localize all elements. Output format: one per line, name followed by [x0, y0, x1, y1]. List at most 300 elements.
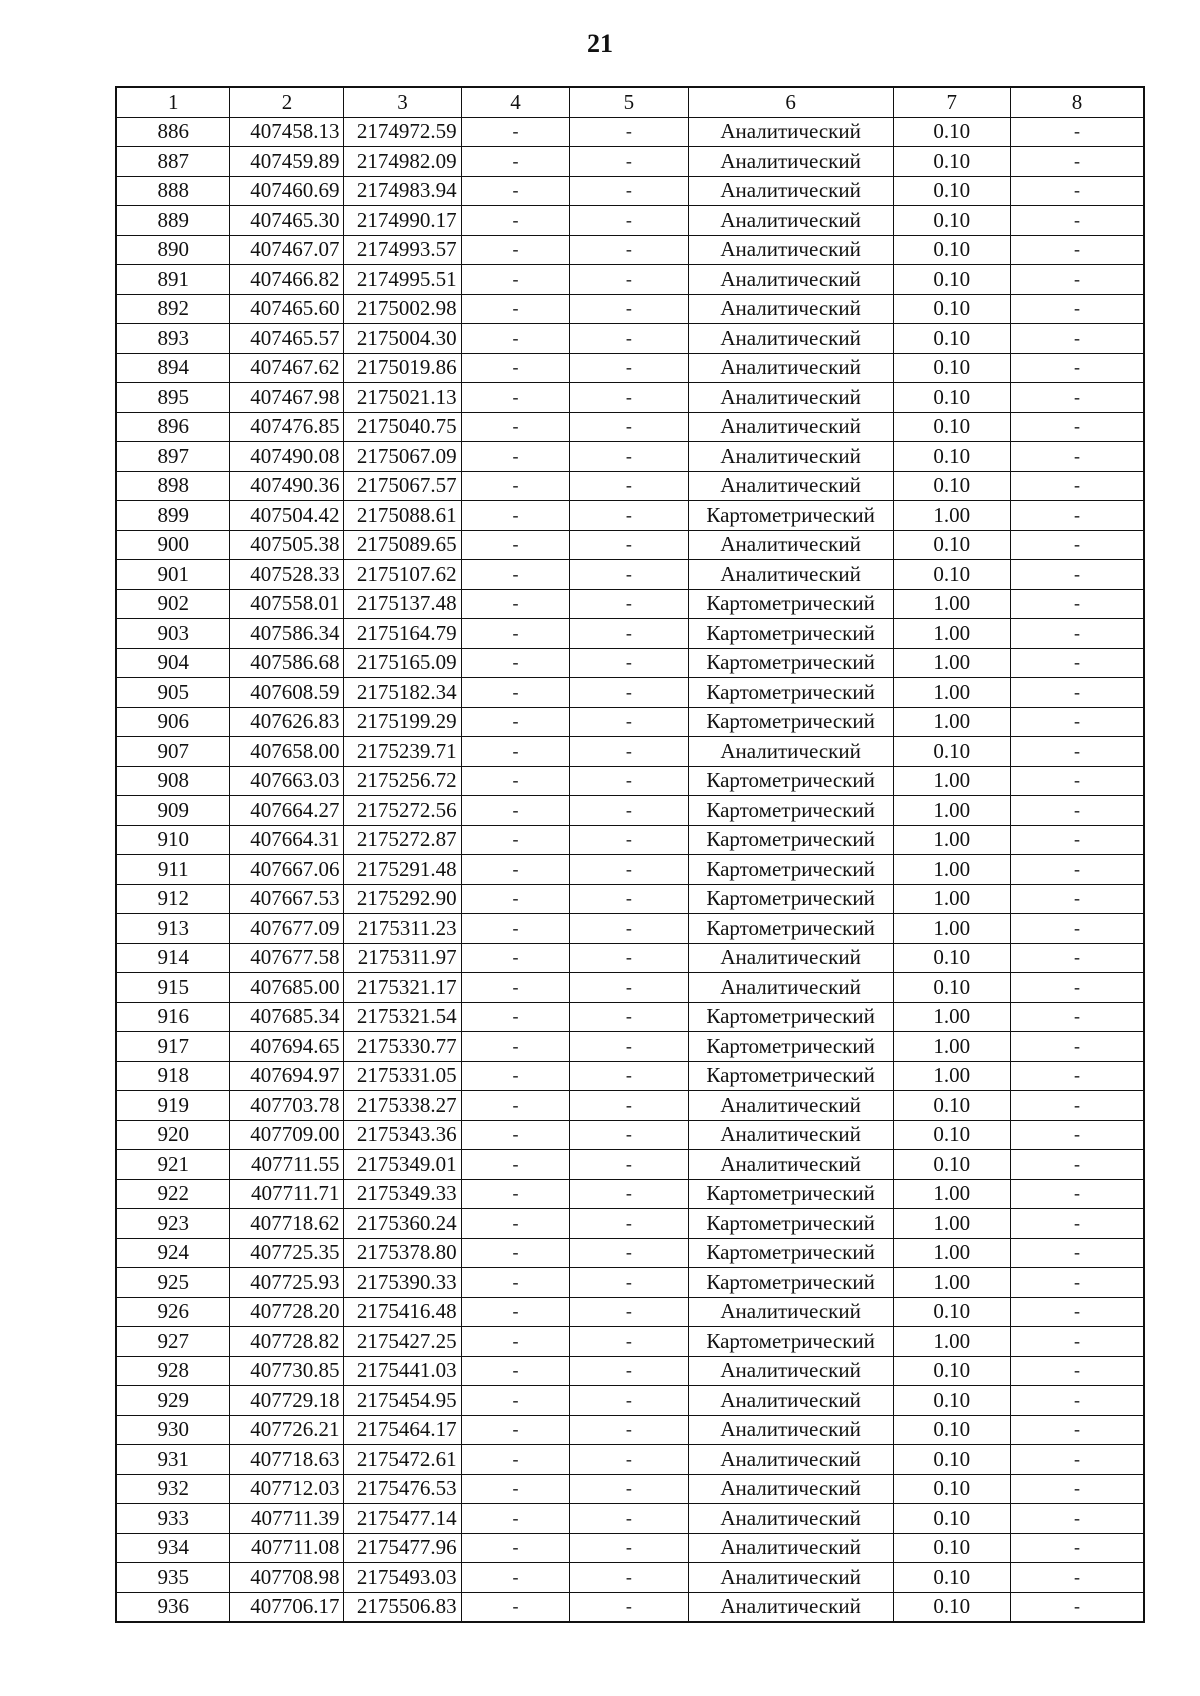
table-row [116, 1120, 1144, 1150]
column-header: 8 [1010, 87, 1144, 117]
table-row [116, 117, 1144, 147]
y-coordinate-cell: 2174972.59 [344, 117, 461, 147]
y-coordinate-cell: 2175378.80 [344, 1238, 461, 1268]
point-number-cell: 929 [116, 1386, 230, 1416]
column-4-cell: - [461, 206, 570, 236]
table-row [116, 825, 1144, 855]
accuracy-cell: 1.00 [893, 796, 1010, 826]
point-number-cell: 905 [116, 678, 230, 708]
method-cell: Картометрический [688, 1327, 893, 1357]
method-cell: Аналитический [688, 1356, 893, 1386]
y-coordinate-cell: 2175441.03 [344, 1356, 461, 1386]
column-8-cell: - [1010, 973, 1144, 1003]
accuracy-cell: 1.00 [893, 1238, 1010, 1268]
table-row [116, 176, 1144, 206]
column-8-cell: - [1010, 1268, 1144, 1298]
point-number-cell: 889 [116, 206, 230, 236]
x-coordinate-cell: 407709.00 [230, 1120, 344, 1150]
accuracy-cell: 0.10 [893, 560, 1010, 590]
y-coordinate-cell: 2175002.98 [344, 294, 461, 324]
y-coordinate-cell: 2174983.94 [344, 176, 461, 206]
y-coordinate-cell: 2175272.87 [344, 825, 461, 855]
accuracy-cell: 0.10 [893, 1533, 1010, 1563]
point-number-cell: 886 [116, 117, 230, 147]
y-coordinate-cell: 2175004.30 [344, 324, 461, 354]
column-8-cell: - [1010, 1091, 1144, 1121]
x-coordinate-cell: 407712.03 [230, 1474, 344, 1504]
column-5-cell: - [570, 943, 688, 973]
column-4-cell: - [461, 383, 570, 413]
column-8-cell: - [1010, 265, 1144, 295]
column-5-cell: - [570, 1268, 688, 1298]
accuracy-cell: 1.00 [893, 501, 1010, 531]
table-row [116, 1533, 1144, 1563]
column-4-cell: - [461, 1533, 570, 1563]
accuracy-cell: 0.10 [893, 1592, 1010, 1622]
method-cell: Аналитический [688, 294, 893, 324]
x-coordinate-cell: 407711.39 [230, 1504, 344, 1534]
accuracy-cell: 0.10 [893, 1297, 1010, 1327]
point-number-cell: 919 [116, 1091, 230, 1121]
table-row [116, 1327, 1144, 1357]
point-number-cell: 901 [116, 560, 230, 590]
column-4-cell: - [461, 1356, 570, 1386]
y-coordinate-cell: 2175107.62 [344, 560, 461, 590]
column-4-cell: - [461, 147, 570, 177]
column-8-cell: - [1010, 1120, 1144, 1150]
method-cell: Аналитический [688, 412, 893, 442]
table-row [116, 796, 1144, 826]
column-8-cell: - [1010, 1150, 1144, 1180]
point-number-cell: 907 [116, 737, 230, 767]
table-row [116, 1415, 1144, 1445]
table-row [116, 943, 1144, 973]
column-8-cell: - [1010, 1445, 1144, 1475]
x-coordinate-cell: 407718.63 [230, 1445, 344, 1475]
method-cell: Аналитический [688, 1563, 893, 1593]
x-coordinate-cell: 407466.82 [230, 265, 344, 295]
column-5-cell: - [570, 1474, 688, 1504]
column-8-cell: - [1010, 235, 1144, 265]
method-cell: Аналитический [688, 176, 893, 206]
point-number-cell: 914 [116, 943, 230, 973]
column-5-cell: - [570, 1386, 688, 1416]
accuracy-cell: 1.00 [893, 707, 1010, 737]
method-cell: Аналитический [688, 265, 893, 295]
table-row [116, 294, 1144, 324]
column-4-cell: - [461, 1327, 570, 1357]
column-4-cell: - [461, 560, 570, 590]
column-5-cell: - [570, 530, 688, 560]
column-4-cell: - [461, 176, 570, 206]
y-coordinate-cell: 2175476.53 [344, 1474, 461, 1504]
column-4-cell: - [461, 1504, 570, 1534]
column-8-cell: - [1010, 147, 1144, 177]
column-4-cell: - [461, 825, 570, 855]
accuracy-cell: 0.10 [893, 383, 1010, 413]
table-row [116, 501, 1144, 531]
column-header: 5 [570, 87, 688, 117]
column-5-cell: - [570, 1238, 688, 1268]
column-5-cell: - [570, 176, 688, 206]
column-5-cell: - [570, 1061, 688, 1091]
x-coordinate-cell: 407663.03 [230, 766, 344, 796]
accuracy-cell: 1.00 [893, 1032, 1010, 1062]
y-coordinate-cell: 2175454.95 [344, 1386, 461, 1416]
column-5-cell: - [570, 1091, 688, 1121]
accuracy-cell: 1.00 [893, 855, 1010, 885]
table-row [116, 412, 1144, 442]
point-number-cell: 913 [116, 914, 230, 944]
x-coordinate-cell: 407476.85 [230, 412, 344, 442]
point-number-cell: 899 [116, 501, 230, 531]
column-8-cell: - [1010, 206, 1144, 236]
column-4-cell: - [461, 648, 570, 678]
accuracy-cell: 1.00 [893, 1327, 1010, 1357]
method-cell: Аналитический [688, 1445, 893, 1475]
table-row [116, 1032, 1144, 1062]
y-coordinate-cell: 2175199.29 [344, 707, 461, 737]
x-coordinate-cell: 407730.85 [230, 1356, 344, 1386]
y-coordinate-cell: 2175067.57 [344, 471, 461, 501]
y-coordinate-cell: 2175472.61 [344, 1445, 461, 1475]
y-coordinate-cell: 2175165.09 [344, 648, 461, 678]
accuracy-cell: 0.10 [893, 442, 1010, 472]
x-coordinate-cell: 407711.08 [230, 1533, 344, 1563]
point-number-cell: 911 [116, 855, 230, 885]
method-cell: Картометрический [688, 707, 893, 737]
column-header: 1 [116, 87, 230, 117]
method-cell: Картометрический [688, 914, 893, 944]
column-4-cell: - [461, 973, 570, 1003]
column-4-cell: - [461, 353, 570, 383]
point-number-cell: 921 [116, 1150, 230, 1180]
method-cell: Картометрический [688, 855, 893, 885]
column-5-cell: - [570, 1150, 688, 1180]
column-4-cell: - [461, 1238, 570, 1268]
y-coordinate-cell: 2175019.86 [344, 353, 461, 383]
column-4-cell: - [461, 1268, 570, 1298]
column-5-cell: - [570, 383, 688, 413]
column-8-cell: - [1010, 1002, 1144, 1032]
accuracy-cell: 1.00 [893, 1061, 1010, 1091]
point-number-cell: 923 [116, 1209, 230, 1239]
column-8-cell: - [1010, 619, 1144, 649]
column-4-cell: - [461, 412, 570, 442]
y-coordinate-cell: 2175477.96 [344, 1533, 461, 1563]
column-4-cell: - [461, 1002, 570, 1032]
column-8-cell: - [1010, 442, 1144, 472]
y-coordinate-cell: 2175311.23 [344, 914, 461, 944]
column-5-cell: - [570, 766, 688, 796]
column-5-cell: - [570, 1533, 688, 1563]
method-cell: Аналитический [688, 1504, 893, 1534]
column-5-cell: - [570, 206, 688, 236]
table-row [116, 353, 1144, 383]
method-cell: Картометрический [688, 1209, 893, 1239]
column-4-cell: - [461, 855, 570, 885]
y-coordinate-cell: 2175089.65 [344, 530, 461, 560]
x-coordinate-cell: 407708.98 [230, 1563, 344, 1593]
method-cell: Картометрический [688, 678, 893, 708]
method-cell: Аналитический [688, 324, 893, 354]
table-row [116, 914, 1144, 944]
column-4-cell: - [461, 619, 570, 649]
point-number-cell: 927 [116, 1327, 230, 1357]
column-4-cell: - [461, 796, 570, 826]
point-number-cell: 896 [116, 412, 230, 442]
column-5-cell: - [570, 825, 688, 855]
point-number-cell: 934 [116, 1533, 230, 1563]
y-coordinate-cell: 2175292.90 [344, 884, 461, 914]
y-coordinate-cell: 2175311.97 [344, 943, 461, 973]
table-header-row [116, 87, 1144, 117]
column-8-cell: - [1010, 914, 1144, 944]
y-coordinate-cell: 2175477.14 [344, 1504, 461, 1534]
method-cell: Картометрический [688, 501, 893, 531]
column-5-cell: - [570, 235, 688, 265]
x-coordinate-cell: 407467.07 [230, 235, 344, 265]
y-coordinate-cell: 2175321.54 [344, 1002, 461, 1032]
accuracy-cell: 0.10 [893, 235, 1010, 265]
y-coordinate-cell: 2174993.57 [344, 235, 461, 265]
y-coordinate-cell: 2175506.83 [344, 1592, 461, 1622]
point-number-cell: 898 [116, 471, 230, 501]
coordinates-table [115, 86, 1145, 1623]
y-coordinate-cell: 2175021.13 [344, 383, 461, 413]
column-4-cell: - [461, 1150, 570, 1180]
column-4-cell: - [461, 235, 570, 265]
column-4-cell: - [461, 471, 570, 501]
point-number-cell: 888 [116, 176, 230, 206]
x-coordinate-cell: 407465.57 [230, 324, 344, 354]
method-cell: Аналитический [688, 1297, 893, 1327]
point-number-cell: 891 [116, 265, 230, 295]
column-4-cell: - [461, 766, 570, 796]
column-8-cell: - [1010, 530, 1144, 560]
y-coordinate-cell: 2175256.72 [344, 766, 461, 796]
point-number-cell: 893 [116, 324, 230, 354]
method-cell: Картометрический [688, 884, 893, 914]
x-coordinate-cell: 407729.18 [230, 1386, 344, 1416]
column-5-cell: - [570, 1592, 688, 1622]
column-4-cell: - [461, 294, 570, 324]
accuracy-cell: 0.10 [893, 1120, 1010, 1150]
accuracy-cell: 0.10 [893, 117, 1010, 147]
accuracy-cell: 0.10 [893, 1150, 1010, 1180]
method-cell: Аналитический [688, 235, 893, 265]
column-8-cell: - [1010, 353, 1144, 383]
y-coordinate-cell: 2175164.79 [344, 619, 461, 649]
x-coordinate-cell: 407505.38 [230, 530, 344, 560]
accuracy-cell: 1.00 [893, 766, 1010, 796]
column-8-cell: - [1010, 176, 1144, 206]
table-row [116, 383, 1144, 413]
table-row [116, 265, 1144, 295]
column-8-cell: - [1010, 589, 1144, 619]
table-row [116, 235, 1144, 265]
table-row [116, 1563, 1144, 1593]
y-coordinate-cell: 2175330.77 [344, 1032, 461, 1062]
x-coordinate-cell: 407467.98 [230, 383, 344, 413]
column-8-cell: - [1010, 1297, 1144, 1327]
y-coordinate-cell: 2175088.61 [344, 501, 461, 531]
column-5-cell: - [570, 324, 688, 354]
column-5-cell: - [570, 1297, 688, 1327]
column-8-cell: - [1010, 1238, 1144, 1268]
column-5-cell: - [570, 1327, 688, 1357]
accuracy-cell: 0.10 [893, 147, 1010, 177]
x-coordinate-cell: 407667.53 [230, 884, 344, 914]
accuracy-cell: 0.10 [893, 471, 1010, 501]
column-4-cell: - [461, 1179, 570, 1209]
point-number-cell: 925 [116, 1268, 230, 1298]
column-8-cell: - [1010, 1356, 1144, 1386]
point-number-cell: 904 [116, 648, 230, 678]
column-5-cell: - [570, 265, 688, 295]
y-coordinate-cell: 2175390.33 [344, 1268, 461, 1298]
column-4-cell: - [461, 117, 570, 147]
column-4-cell: - [461, 1091, 570, 1121]
y-coordinate-cell: 2175239.71 [344, 737, 461, 767]
table-row [116, 206, 1144, 236]
accuracy-cell: 0.10 [893, 1091, 1010, 1121]
column-header: 7 [893, 87, 1010, 117]
column-4-cell: - [461, 265, 570, 295]
point-number-cell: 890 [116, 235, 230, 265]
y-coordinate-cell: 2175349.01 [344, 1150, 461, 1180]
y-coordinate-cell: 2175040.75 [344, 412, 461, 442]
column-4-cell: - [461, 943, 570, 973]
column-5-cell: - [570, 1356, 688, 1386]
table-row [116, 973, 1144, 1003]
method-cell: Картометрический [688, 766, 893, 796]
x-coordinate-cell: 407725.93 [230, 1268, 344, 1298]
x-coordinate-cell: 407664.27 [230, 796, 344, 826]
method-cell: Картометрический [688, 589, 893, 619]
accuracy-cell: 0.10 [893, 353, 1010, 383]
table-row [116, 884, 1144, 914]
column-5-cell: - [570, 1120, 688, 1150]
column-8-cell: - [1010, 1533, 1144, 1563]
column-8-cell: - [1010, 1327, 1144, 1357]
accuracy-cell: 0.10 [893, 1474, 1010, 1504]
method-cell: Аналитический [688, 1120, 893, 1150]
column-8-cell: - [1010, 1386, 1144, 1416]
point-number-cell: 892 [116, 294, 230, 324]
table-row [116, 678, 1144, 708]
x-coordinate-cell: 407694.65 [230, 1032, 344, 1062]
table-row [116, 1504, 1144, 1534]
table-row [116, 560, 1144, 590]
table-row [116, 855, 1144, 885]
point-number-cell: 916 [116, 1002, 230, 1032]
table-row [116, 648, 1144, 678]
method-cell: Картометрический [688, 796, 893, 826]
x-coordinate-cell: 407694.97 [230, 1061, 344, 1091]
column-5-cell: - [570, 707, 688, 737]
column-8-cell: - [1010, 1209, 1144, 1239]
column-4-cell: - [461, 707, 570, 737]
accuracy-cell: 0.10 [893, 1445, 1010, 1475]
table-row [116, 766, 1144, 796]
method-cell: Аналитический [688, 206, 893, 236]
column-5-cell: - [570, 648, 688, 678]
column-8-cell: - [1010, 943, 1144, 973]
point-number-cell: 906 [116, 707, 230, 737]
x-coordinate-cell: 407711.55 [230, 1150, 344, 1180]
column-5-cell: - [570, 294, 688, 324]
method-cell: Картометрический [688, 1268, 893, 1298]
column-5-cell: - [570, 737, 688, 767]
column-8-cell: - [1010, 324, 1144, 354]
point-number-cell: 920 [116, 1120, 230, 1150]
column-5-cell: - [570, 973, 688, 1003]
column-4-cell: - [461, 884, 570, 914]
column-8-cell: - [1010, 1061, 1144, 1091]
column-8-cell: - [1010, 855, 1144, 885]
x-coordinate-cell: 407664.31 [230, 825, 344, 855]
column-5-cell: - [570, 678, 688, 708]
column-4-cell: - [461, 1297, 570, 1327]
table-row [116, 1061, 1144, 1091]
accuracy-cell: 1.00 [893, 648, 1010, 678]
column-4-cell: - [461, 1120, 570, 1150]
column-4-cell: - [461, 1386, 570, 1416]
accuracy-cell: 0.10 [893, 1356, 1010, 1386]
x-coordinate-cell: 407728.82 [230, 1327, 344, 1357]
method-cell: Аналитический [688, 943, 893, 973]
column-5-cell: - [570, 560, 688, 590]
table-row [116, 1356, 1144, 1386]
x-coordinate-cell: 407703.78 [230, 1091, 344, 1121]
column-8-cell: - [1010, 294, 1144, 324]
accuracy-cell: 0.10 [893, 973, 1010, 1003]
point-number-cell: 926 [116, 1297, 230, 1327]
table-row [116, 530, 1144, 560]
x-coordinate-cell: 407490.08 [230, 442, 344, 472]
point-number-cell: 910 [116, 825, 230, 855]
method-cell: Картометрический [688, 619, 893, 649]
y-coordinate-cell: 2175272.56 [344, 796, 461, 826]
method-cell: Аналитический [688, 1386, 893, 1416]
column-8-cell: - [1010, 1563, 1144, 1593]
x-coordinate-cell: 407728.20 [230, 1297, 344, 1327]
x-coordinate-cell: 407504.42 [230, 501, 344, 531]
table-row [116, 707, 1144, 737]
x-coordinate-cell: 407718.62 [230, 1209, 344, 1239]
method-cell: Аналитический [688, 383, 893, 413]
point-number-cell: 897 [116, 442, 230, 472]
column-header: 6 [688, 87, 893, 117]
table-row [116, 1474, 1144, 1504]
x-coordinate-cell: 407711.71 [230, 1179, 344, 1209]
x-coordinate-cell: 407626.83 [230, 707, 344, 737]
column-4-cell: - [461, 1061, 570, 1091]
accuracy-cell: 1.00 [893, 884, 1010, 914]
page-number: 21 [587, 29, 613, 58]
column-5-cell: - [570, 1179, 688, 1209]
y-coordinate-cell: 2175137.48 [344, 589, 461, 619]
y-coordinate-cell: 2174995.51 [344, 265, 461, 295]
method-cell: Картометрический [688, 1061, 893, 1091]
column-8-cell: - [1010, 766, 1144, 796]
column-4-cell: - [461, 1209, 570, 1239]
table-row [116, 442, 1144, 472]
accuracy-cell: 0.10 [893, 1504, 1010, 1534]
accuracy-cell: 1.00 [893, 589, 1010, 619]
y-coordinate-cell: 2175182.34 [344, 678, 461, 708]
